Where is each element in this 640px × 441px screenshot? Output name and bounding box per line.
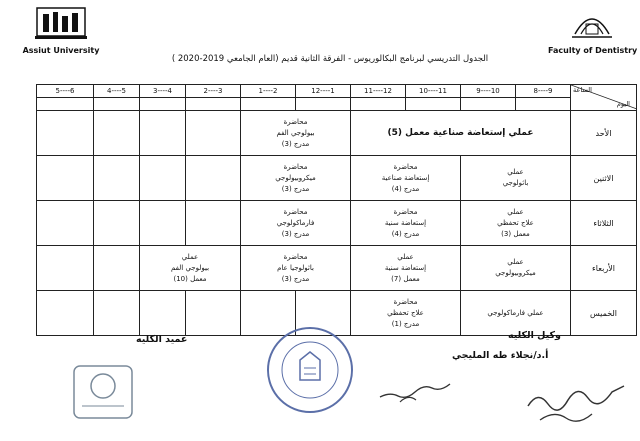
- document-title: الجدول التدريسي لبرنامج البكالوريوس - الفرقة الثانية قديم (العام الجامعي 2019-2020 ): [171, 54, 489, 64]
- faculty-of-dentistry-logo: [548, 4, 636, 55]
- schedule-cell: [37, 111, 94, 156]
- schedule-cell: [140, 111, 186, 156]
- schedule-cell: [140, 201, 186, 246]
- right-logo-caption: Faculty of Dentistry: [548, 46, 638, 55]
- schedule-cell: [186, 291, 241, 336]
- dean-title: عميد الكليه: [136, 334, 188, 345]
- schedule-cell: محاضرة ميكروبيولوجي مدرج (3): [241, 156, 351, 201]
- schedule-table: [36, 84, 637, 336]
- time-slot: 2----1: [241, 85, 296, 98]
- assiut-university-logo: [6, 4, 116, 55]
- vice-dean-title: وكيل الكليه: [508, 330, 561, 341]
- vice-dean-name: أ.د/نجلاء طه المليجي: [452, 350, 549, 361]
- schedule-cell: [94, 201, 140, 246]
- day-label: اليوم: [616, 100, 630, 108]
- day-name: الأحد: [571, 111, 637, 156]
- time-slot: 3----2: [186, 85, 241, 98]
- day-name: الخميس: [571, 291, 637, 336]
- hour-label: الساعة: [573, 86, 592, 94]
- day-name: الاثنين: [571, 156, 637, 201]
- day-row-sunday: [37, 111, 637, 156]
- time-slot: 11----10: [406, 85, 461, 98]
- schedule-cell: [94, 246, 140, 291]
- signature-icon: [520, 376, 630, 428]
- time-header-row-spacer: [37, 98, 637, 111]
- day-row-monday: [37, 156, 637, 201]
- time-slot: 10----9: [461, 85, 516, 98]
- schedule-cell: عملي إستعاضة سنية معمل (7): [351, 246, 461, 291]
- schedule-cell: محاضرة باثولوجيا عام مدرج (3): [241, 246, 351, 291]
- left-logo-caption: Assiut University: [22, 46, 100, 55]
- hour-day-corner: [571, 85, 637, 111]
- schedule-cell: [37, 291, 94, 336]
- schedule-cell: [37, 201, 94, 246]
- time-slot: 6----5: [37, 85, 94, 98]
- schedule-cell: عملي إستعاضة صناعية معمل (5): [351, 111, 571, 156]
- schedule-cell: [94, 111, 140, 156]
- schedule-cell: عملي ميكروبيولوجي: [461, 246, 571, 291]
- schedule-cell: [140, 291, 186, 336]
- day-row-wednesday: [37, 246, 637, 291]
- schedule-cell: محاضرة إستعاضة صناعية مدرج (4): [351, 156, 461, 201]
- schedule-cell: [186, 201, 241, 246]
- schedule-cell: عملي بيولوجي الفم معمل (10): [140, 246, 241, 291]
- date-handwriting-icon: [370, 352, 460, 412]
- time-header-row: [37, 85, 637, 98]
- schedule-cell: محاضرة علاج تحفظي مدرج (1): [351, 291, 461, 336]
- schedule-cell: [94, 156, 140, 201]
- university-emblem-icon: [31, 4, 91, 42]
- time-slot: 9----8: [516, 85, 571, 98]
- schedule-cell: [186, 156, 241, 201]
- schedule-cell: محاضرة فارماكولوجي مدرج (3): [241, 201, 351, 246]
- schedule-cell: [37, 246, 94, 291]
- day-name: الثلاثاء: [571, 201, 637, 246]
- schedule-cell: عملي باثولوجي: [461, 156, 571, 201]
- schedule-cell: عملي فارماكولوجي: [461, 291, 571, 336]
- day-name: الأربعاء: [571, 246, 637, 291]
- time-slot: 12----11: [351, 85, 406, 98]
- official-stamp-icon: [264, 324, 356, 416]
- day-row-tuesday: [37, 201, 637, 246]
- schedule-cell: [186, 111, 241, 156]
- dentistry-emblem-icon: [567, 4, 617, 42]
- time-slot: 1----12: [296, 85, 351, 98]
- schedule-cell: [37, 156, 94, 201]
- time-slot: 4----3: [140, 85, 186, 98]
- schedule-cell: محاضرة بيولوجي الفم مدرج (3): [241, 111, 351, 156]
- schedule-cell: [94, 291, 140, 336]
- schedule-cell: محاضرة إستعاضة سنية مدرج (4): [351, 201, 461, 246]
- faculty-seal-icon: [72, 364, 134, 420]
- schedule-cell: عملي علاج تحفظي معمل (3): [461, 201, 571, 246]
- schedule-cell: [140, 156, 186, 201]
- time-slot: 5----4: [94, 85, 140, 98]
